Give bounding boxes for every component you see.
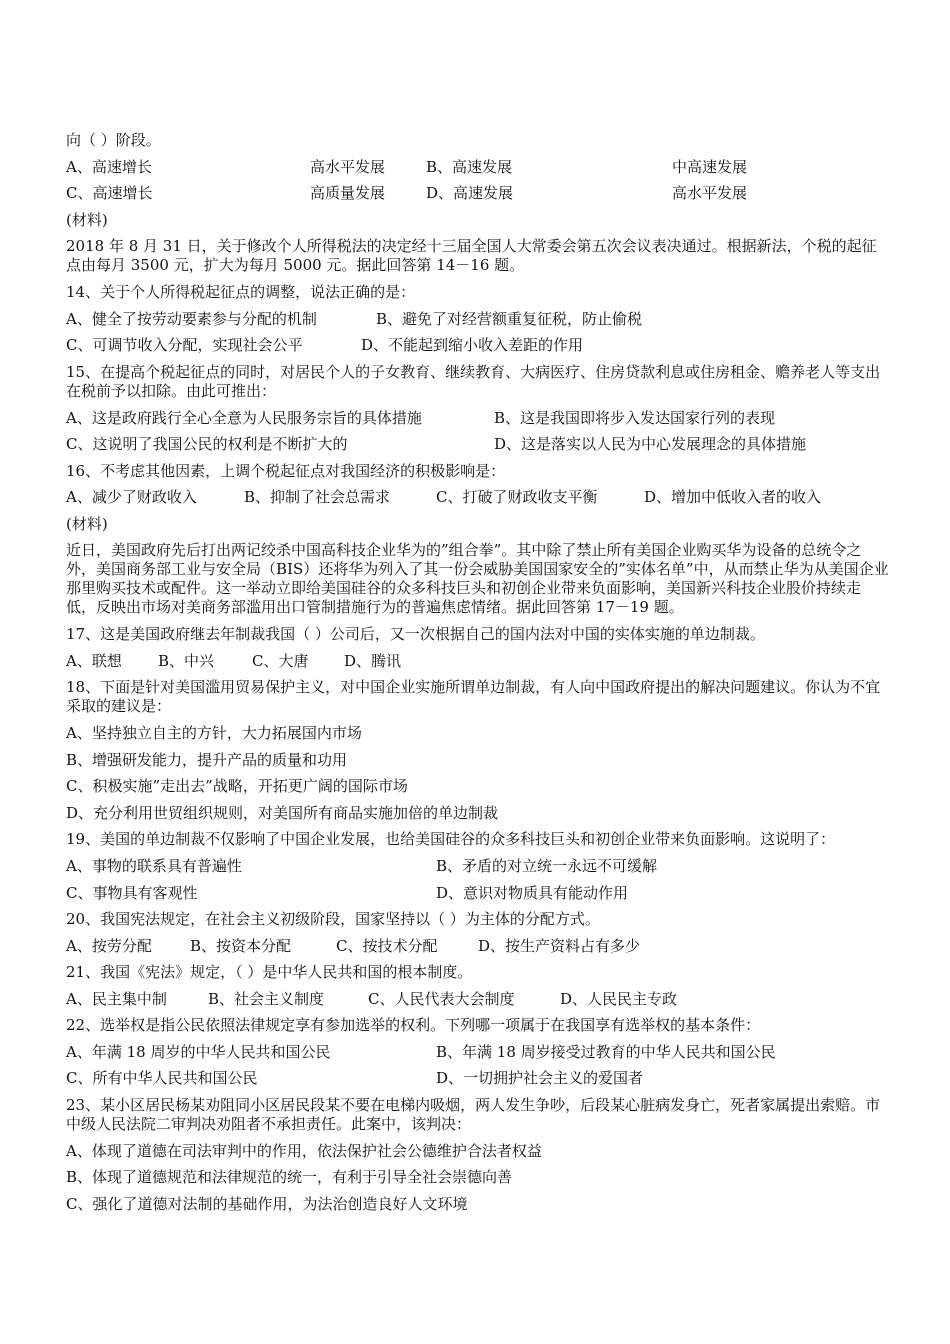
q16-option-a: A、减少了财政收入 [66, 488, 197, 506]
q21-options-row [66, 986, 890, 1013]
q14-option-b: B、避免了对经营额重复征税，防止偷税 [376, 309, 643, 328]
material-1-text: 2018 年 8 月 31 日，关于修改个人所得税法的决定经十三届全国人大常委会第五次会议表决通过。根据新法，个税的起征点由每月 3500 元，扩大为每月 5000 元。据此回答第 14－16 题。 [66, 237, 877, 274]
q16-options-row [66, 484, 890, 511]
q23-option-a: A、体现了道德在司法审判中的作用，依法保护社会公德维护合法者权益 [66, 1141, 542, 1160]
q17-option-b: B、中兴 [158, 651, 215, 670]
q22-option-c: C、所有中华人民共和国公民 [66, 1069, 258, 1087]
q13-option-c-part2: 高质量发展 [310, 184, 386, 202]
q14-options-row-1 [66, 306, 890, 333]
q19-option-d: D、意识对物质具有能动作用 [436, 883, 629, 902]
q22-option-a: A、年满 18 周岁的中华人民共和国公民 [66, 1042, 331, 1061]
question-17: 17、这是美国政府继去年制裁我国（ ）公司后，又一次根据自己的国内法对中国的实体实施的单边制裁。 [66, 625, 765, 643]
q19-option-c: C、事物具有客观性 [66, 883, 198, 902]
q15-options-row-1 [66, 405, 890, 432]
q13-option-d-part1: D、高速发展 [426, 184, 514, 202]
q13-option-d-part2: 高水平发展 [672, 184, 748, 202]
q16-option-b: B、抑制了社会总需求 [244, 488, 391, 506]
q20-option-b: B、按资本分配 [190, 936, 292, 955]
q19-options-row-2 [66, 880, 890, 907]
q15-option-b: B、这是我国即将步入发达国家行列的表现 [494, 408, 776, 427]
q17-option-d: D、腾讯 [344, 651, 402, 670]
q14-options-row-2 [66, 332, 890, 359]
question-16: 16、不考虑其他因素，上调个税起征点对我国经济的积极影响是： [66, 461, 506, 480]
q22-option-b: B、年满 18 周岁接受过教育的中华人民共和国公民 [436, 1042, 776, 1061]
q21-option-d: D、人民民主专政 [560, 989, 678, 1008]
material-2-label: (材料) [66, 514, 108, 533]
q18-option-a: A、坚持独立自主的方针，大力拓展国内市场 [66, 724, 362, 742]
q23-option-b: B、体现了道德规范和法律规范的统一，有利于引导全社会崇德向善 [66, 1168, 513, 1186]
material-1-label: (材料) [66, 210, 108, 229]
question-19: 19、美国的单边制裁不仅影响了中国企业发展，也给美国硅谷的众多科技巨头和初创企业带来负面影响。这说明了： [66, 830, 836, 848]
q16-option-d: D、增加中低收入者的收入 [644, 488, 822, 506]
q15-option-c: C、这说明了我国公民的权利是不断扩大的 [66, 435, 348, 453]
q22-options-row-1 [66, 1039, 890, 1066]
q14-option-a: A、健全了按劳动要素参与分配的机制 [66, 309, 317, 328]
q22-options-row-2 [66, 1065, 890, 1092]
q19-option-b: B、矛盾的对立统一永远不可缓解 [436, 857, 658, 875]
question-14: 14、关于个人所得税起征点的调整，说法正确的是： [66, 283, 416, 301]
q13-option-b-part1: B、高速发展 [426, 157, 513, 176]
q18-option-c: C、积极实施”走出去”战略，开拓更广阔的国际市场 [66, 777, 408, 795]
q15-option-d: D、这是落实以人民为中心发展理念的具体措施 [494, 435, 807, 453]
q15-option-a: A、这是政府践行全心全意为人民服务宗旨的具体措施 [66, 408, 422, 427]
q13-option-b-part2: 中高速发展 [672, 157, 748, 176]
q20-option-d: D、按生产资料占有多少 [478, 936, 641, 955]
q18-option-d: D、充分利用世贸组织规则，对美国所有商品实施加倍的单边制裁 [66, 803, 499, 822]
q13-option-a-part1: A、高速增长 [66, 157, 152, 176]
q14-option-d: D、不能起到缩小收入差距的作用 [361, 336, 584, 354]
q13-stem-tail: 向（ ）阶段。 [66, 131, 161, 149]
question-23: 23、某小区居民杨某劝阻同小区居民段某不要在电梯内吸烟，两人发生争吵，后段某心脏病发身亡，死者家属提出索赔。市中级人民法院二审判决劝阻者不承担责任。此案中，该判决： [66, 1095, 881, 1133]
question-18: 18、下面是针对美国滥用贸易保护主义，对中国企业实施所谓单边制裁，有人向中国政府提出的解决问题建议。你认为不宜采取的建议是： [66, 678, 881, 715]
q13-option-c-part1: C、高速增长 [66, 184, 153, 202]
q15-options-row-2 [66, 431, 890, 458]
q21-option-a: A、民主集中制 [66, 989, 167, 1008]
question-15: 15、在提高个税起征点的同时，对居民个人的子女教育、继续教育、大病医疗、住房贷款利息或住房租金、赡养老人等支出在税前予以扣除。由此可推出： [66, 362, 881, 400]
q20-options-row [66, 933, 890, 960]
q22-option-d: D、一切拥护社会主义的爱国者 [436, 1069, 644, 1087]
question-20: 20、我国宪法规定，在社会主义初级阶段，国家坚持以（ ）为主体的分配方式。 [66, 910, 600, 928]
q19-option-a: A、事物的联系具有普遍性 [66, 857, 242, 875]
question-21: 21、我国《宪法》规定，（ ）是中华人民共和国的根本制度。 [66, 963, 473, 981]
q20-option-a: A、按劳分配 [66, 936, 152, 955]
q23-option-c: C、强化了道德对法制的基础作用，为法治创造良好人文环境 [66, 1194, 468, 1213]
q21-option-b: B、社会主义制度 [208, 989, 325, 1008]
question-22: 22、选举权是指公民依照法律规定享有参加选举的权利。下列哪一项属于在我国享有选举权的基本条件： [66, 1016, 761, 1034]
q19-options-row-1 [66, 853, 890, 880]
q13-options-row-1 [66, 154, 890, 181]
material-2-text: 近日，美国政府先后打出两记绞杀中国高科技企业华为的”组合拳”。其中除了禁止所有美国企业购买华为设备的总统令之外，美国商务部工业与安全局（BIS）还将华为列入了其一份会威胁美国国家安全的”实体名单”中，从而禁止华为从美国企业那里购买技术或配件。这一举动立即给美国硅谷的众多科技巨头和初创企业带来负面影响，美国新兴科技企业股价持续走低，反映出市场对美商务部滥用出口管制措施行为的普遍焦虑情绪。据此回答第 17－19 题。 [66, 541, 889, 616]
q18-option-b: B、增强研发能力，提升产品的质量和功用 [66, 750, 348, 769]
q17-option-c: C、大唐 [252, 651, 309, 670]
q17-options-row [66, 648, 890, 675]
q21-option-c: C、人民代表大会制度 [368, 989, 515, 1008]
q13-options-row-2 [66, 180, 890, 207]
q17-option-a: A、联想 [66, 651, 122, 670]
q14-option-c: C、可调节收入分配，实现社会公平 [66, 336, 303, 354]
q16-option-c: C、打破了财政收支平衡 [436, 488, 598, 506]
q20-option-c: C、按技术分配 [336, 936, 438, 955]
q13-option-a-part2: 高水平发展 [310, 157, 386, 176]
